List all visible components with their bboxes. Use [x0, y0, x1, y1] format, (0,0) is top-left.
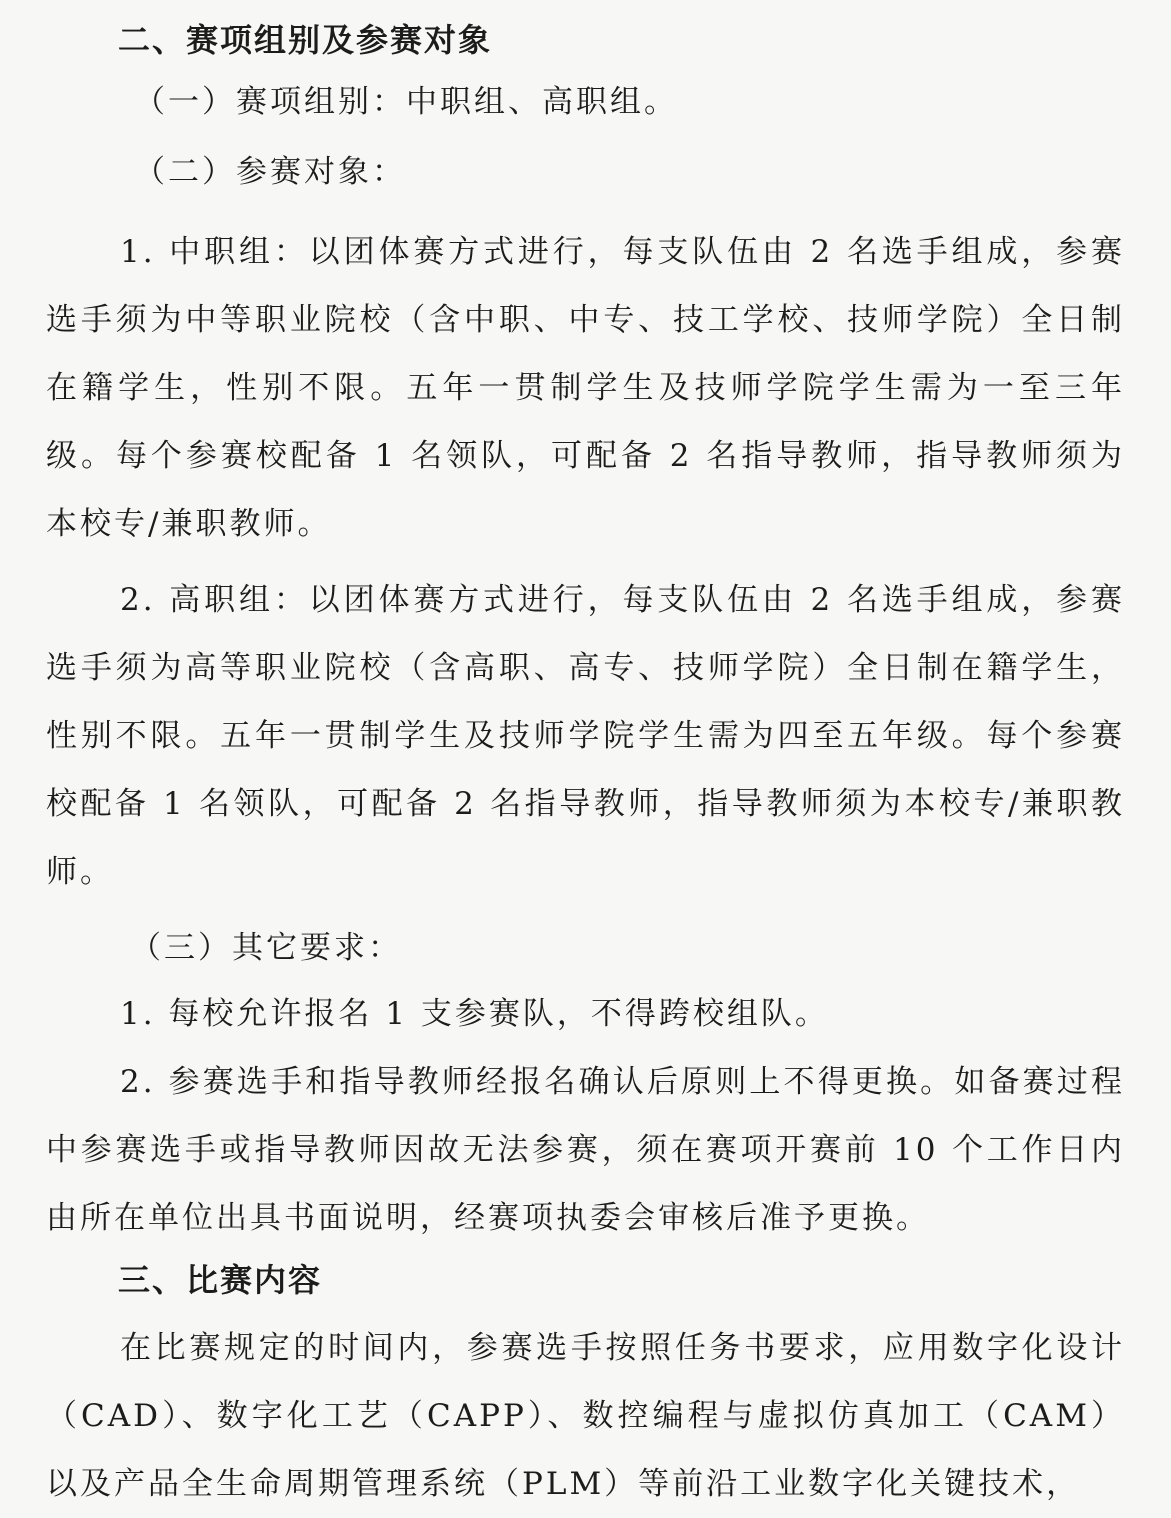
section3-intro: 在比赛规定的时间内，参赛选手按照任务书要求，应用数字化设计（CAD）、数字化工艺（CAPP）、数控编程与虚拟仿真加工（CAM）以及产品全生命周期管理系统（PLM）等前沿工业数字化关键技术，	[46, 1330, 1125, 1502]
vocational-paragraph: 1. 中职组：以团体赛方式进行，每支队伍由 2 名选手组成，参赛选手须为中等职业院校（含中职、中专、技工学校、技师学院）全日制在籍学生，性别不限。五年一贯制学生及技师学院学生需为一至三年级。每个参赛校配备 1 名领队，可配备 2 名指导教师，指导教师须为本校专/兼职教师。	[46, 234, 1125, 542]
groups-line: （一）赛项组别：中职组、高职组。	[134, 84, 678, 120]
higher-paragraph: 2. 高职组：以团体赛方式进行，每支队伍由 2 名选手组成，参赛选手须为高等职业院校（含高职、高专、技师学院）全日制在籍学生，性别不限。五年一贯制学生及技师学院学生需为四至五年级。每个参赛校配备 1 名领队，可配备 2 名指导教师，指导教师须为本校专/兼职教师。	[46, 582, 1125, 890]
other-label: （三）其它要求：	[130, 930, 402, 966]
section2-heading: 二、赛项组别及参赛对象	[118, 21, 493, 59]
rule-2: 2. 参赛选手和指导教师经报名确认后原则上不得更换。如备赛过程中参赛选手或指导教师因故无法参赛，须在赛项开赛前 10 个工作日内由所在单位出具书面说明，经赛项执委会审核后准予更换。	[46, 1064, 1125, 1236]
section3-heading: 三、比赛内容	[118, 1261, 323, 1299]
targets-label: （二）参赛对象：	[134, 154, 406, 190]
rule-1: 1. 每校允许报名 1 支参赛队，不得跨校组队。	[120, 996, 829, 1032]
